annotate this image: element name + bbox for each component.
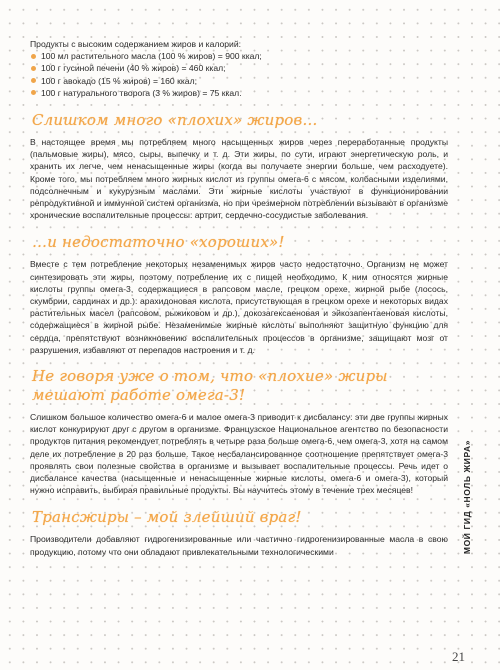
list-item: 100 г натурального творога (3 % жиров) = 75 ккал.: [30, 87, 448, 99]
chapter-side-label: МОЙ ГИД «НОЛЬ ЖИРА»: [462, 439, 473, 555]
section-heading-good-fats: …и недостаточно «хороших»!: [32, 233, 285, 252]
list-item: 100 г авокадо (15 % жиров) = 160 ккал;: [30, 75, 448, 87]
section-heading-bad-fats: Слишком много «плохих» жиров…: [32, 111, 318, 130]
bullet-dot-icon: [31, 90, 36, 95]
list-item: 100 мл растительного масла (100 % жиров) = 900 ккал;: [30, 50, 448, 62]
section-paragraph-bad-fats: В настоящее время мы потребляем много насыщенных жиров через переработанные продукты (пальмовые жиры), мясо, сыры, выпечку и т. д. Эти жиры, по сути, играют энергетическую роль, и хранить их легче, чем ненасыщенные жиры (когда вы получаете энергии больше, чем расходуете). Кроме того, мы потребляем много жирных кислот из группы омега-6 с мясом, колбасными изделиями, подсолнечным и кукурузным маслами. Эти жирные кислоты участвуют в функционировании репродуктивной и иммунной систем организма, но при чрезмерном потреблении вызывают в организме хронические воспалительные процессы: артрит, сердечно-сосудистые заболевания.: [30, 137, 448, 221]
section-paragraph-good-fats: Вместе с тем потребление некоторых незаменимых жиров часто недостаточно. Организм не может синтезировать эти жиры, поэтому потребление их с пищей необходимо. К ним относятся жирные кислоты группы омега-3, содержащиеся в рапсовом масле, грецком орехе, жирной рыбе (лосось, скумбрии, сардинах и др.): арахидоновая кислота, присутствующая в грецком орехе и некоторых видах растительных масел (рапсовом, рыжиковом и др.), докозагексаеновая и эйкозапентаеновая кислоты, содержащиеся в жирной рыбе. Незаменимые жирные кислоты выполняют защитную функцию для сердца, препятствуют возникновению воспалительных процессов в организме, защищают мозг от разрушения, избавляют от перепадов настроения и т. д.: [30, 259, 448, 355]
bullet-dot-icon: [31, 78, 36, 83]
intro-text: Продукты с высоким содержанием жиров и калорий:: [30, 39, 242, 49]
bullet-dot-icon: [31, 66, 36, 71]
calorie-list: [30, 50, 448, 99]
bullet-dot-icon: [31, 54, 36, 59]
section-paragraph-trans-fats: Производители добавляют гидрогенизированные или частично гидрогенизированные масла в свою продукцию, потому что они обладают привлекательными технологическими: [30, 534, 448, 557]
page-number: 21: [452, 649, 465, 664]
section-paragraph-omega3: Слишком большое количество омега-6 и малое омега-3 приводит к дисбалансу: эти две группы жирных кислот конкурируют друг с другом в организме. Французское Национальное агентство по безопасности продуктов питания рекомендует потреблять в четыре раза больше омега-6, чем омега-3, хотя на самом деле их потребление в 20 раз больше. Такое несбалансированное соотношение препятствует омега-3 проявлять свои полезные свойства в организме и вызывает воспалительные процессы. Речь идет о дисбалансе качества (насыщенные и ненасыщенные жирные кислоты, омега-6 и омега-3), который нужно исправить, выбирая правильные продукты. Вы научитесь этому в течение трех месяцев!: [30, 412, 448, 496]
list-item: 100 г гусиной печени (40 % жиров) = 460 ккал;: [30, 62, 448, 74]
section-heading-trans-fats: Трансжиры – мой злейший враг!: [32, 508, 302, 527]
page-content: [30, 38, 448, 558]
section-heading-omega3: Не говоря уже о том, что «плохие» жиры мешают работе омега-3!: [32, 367, 388, 405]
